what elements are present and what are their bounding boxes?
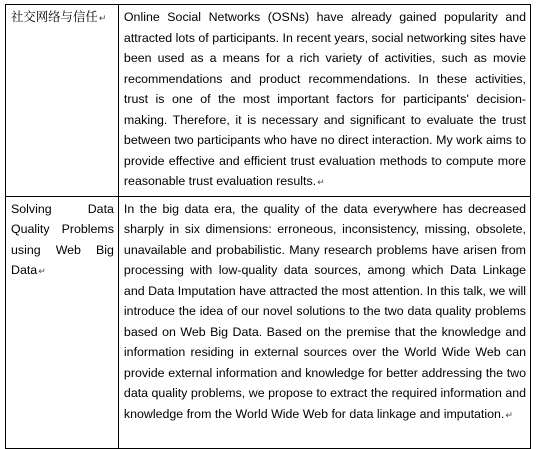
topic-text: 社交网络与信任 xyxy=(11,10,98,24)
paragraph-mark-icon: ↵ xyxy=(98,13,107,23)
topic-cell xyxy=(6,5,119,197)
abstract-cell xyxy=(118,196,530,448)
document-table xyxy=(5,4,531,449)
paragraph-mark-icon: ↵ xyxy=(38,266,46,276)
paragraph-mark-icon: ↵ xyxy=(505,409,513,420)
topic-text: Solving Data Quality Problems using Web Big Data xyxy=(11,201,114,277)
table-row xyxy=(6,196,531,448)
paragraph-mark-icon: ↵ xyxy=(317,177,325,187)
table-row xyxy=(6,5,531,197)
topic-cell xyxy=(6,196,119,448)
abstract-cell xyxy=(118,5,530,197)
abstract-text: In the big data era, the quality of the data everywhere has decreased sharply in six dimensions: erroneous, inconsistency, missing, obsolete, unavailable and probabilistic. Many research problems have arisen from processing with low-quality data sources, among which Data Linkage and Data Imputation have attracted the most attention. In this talk, we will introduce the idea of our novel solutions to the two data quality problems based on Web Big Data. Based on the premise that the knowledge and information residing in external sources over the World Wide Web can provide external information and knowledge for better addressing the two data quality problems, we propose to extract the required information and knowledge from the World Wide Web for data linkage and imputation. xyxy=(123,201,526,421)
abstract-text: Online Social Networks (OSNs) have already gained popularity and attracted lots of participants. In recent years, social networking sites have been used as a means for a rich variety of activities, such as movie recommendations and product recommendations. In these activities, trust is one of the most important factors for participants' decision-making. Therefore, it is necessary and significant to evaluate the trust between two participants who have no direct interaction. My work aims to provide effective and efficient trust evaluation methods to compute more reasonable trust evaluation results. xyxy=(123,10,526,188)
